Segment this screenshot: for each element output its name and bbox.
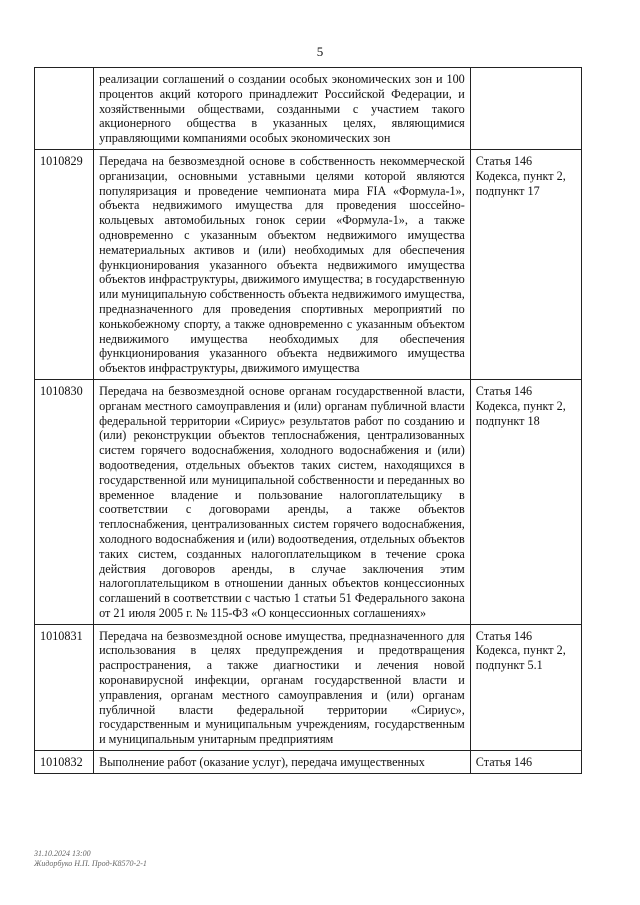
table-row bbox=[35, 379, 582, 624]
table-row bbox=[35, 624, 582, 750]
footer-author-id: Жидорбуко Н.П. Прод-К8570-2-1 bbox=[34, 859, 147, 868]
row-description: реализации соглашений о создании особых экономических зон и 100 процентов акций которого принадлежит Российской Федерации, и хозяйственными обществами, созданными с участием такого акционерного общества в указанных целях, являющимися управляющими компаниями особых экономических зон bbox=[94, 68, 471, 150]
row-code: 1010829 bbox=[35, 149, 94, 379]
table-row bbox=[35, 149, 582, 379]
table-row bbox=[35, 751, 582, 774]
row-reference: Статья 146 Кодекса, пункт 2, подпункт 17 bbox=[470, 149, 581, 379]
page-number: 5 bbox=[316, 44, 324, 59]
row-description: Передача на безвозмездной основе в собственность некоммерческой организации, основными уставными целями которой являются популяризация и проведение чемпионата мира FIA «Формула-1», объекта недвижимого имущества для проведения шоссейно-кольцевых автомобильных гонок серии «Формула-1», а также одновременно с указанным объектом недвижимого имущества нематериальных активов и (или) необходимых для обеспечения функционирования указанного объекта недвижимого имущества объектов инфраструктуры, движимого имущества; в государственную или муниципальную собственность объекта недвижимого имущества, предназначенного для проведения спортивных мероприятий по конькобежному спорту, а также одновременно с указанным объектом недвижимого имущества необходимых для обеспечения функционирования указанного объекта недвижимого имущества объектов инфраструктуры, движимого имущества bbox=[94, 149, 471, 379]
footer-timestamp: 31.10.2024 13:00 bbox=[34, 849, 91, 858]
row-reference: Статья 146 Кодекса, пункт 2, подпункт 18 bbox=[470, 379, 581, 624]
row-code: 1010831 bbox=[35, 624, 94, 750]
row-reference: Статья 146 bbox=[470, 751, 581, 774]
row-code: 1010830 bbox=[35, 379, 94, 624]
row-reference bbox=[470, 68, 581, 150]
row-code: 1010832 bbox=[35, 751, 94, 774]
tax-code-table bbox=[34, 67, 582, 774]
row-description: Передача на безвозмездной основе органам государственной власти, органам местного самоуправления и (или) органам публичной власти федеральной территории «Сириус» результатов работ по созданию и (или) реконструкции объектов теплоснабжения, централизованных систем горячего водоснабжения, холодного водоснабжения и (или) водоотведения, отдельных объектов таких систем, находящихся в государственной или муниципальной собственности и переданных во временное владение и пользование налогоплательщику в соответствии с договорами аренды, а также объектов теплоснабжения, централизованных систем горячего водоснабжения, холодного водоснабжения и (или) водоотведения, отдельных объектов таких систем, созданных налогоплательщиком в течение срока действия договоров аренды, в случае заключения этим налогоплательщиком в отношении данных объектов концессионных соглашений в соответствии с частью 1 статьи 51 Федерального закона от 21 июля 2005 г. № 115-ФЗ «О концессионных соглашениях» bbox=[94, 379, 471, 624]
row-description: Передача на безвозмездной основе имущества, предназначенного для использования в целях предупреждения и предотвращения распространения, а также диагностики и лечения новой коронавирусной инфекции, органам государственной власти и управления, органам местного самоуправления и (или) органам публичной власти федеральной территории «Сириус», государственным и муниципальным учреждениям, государственным и муниципальным унитарным предприятиям bbox=[94, 624, 471, 750]
row-code bbox=[35, 68, 94, 150]
row-description: Выполнение работ (оказание услуг), передача имущественных bbox=[94, 751, 471, 774]
table-row bbox=[35, 68, 582, 150]
document-footer bbox=[34, 849, 147, 869]
row-reference: Статья 146 Кодекса, пункт 2, подпункт 5.1 bbox=[470, 624, 581, 750]
